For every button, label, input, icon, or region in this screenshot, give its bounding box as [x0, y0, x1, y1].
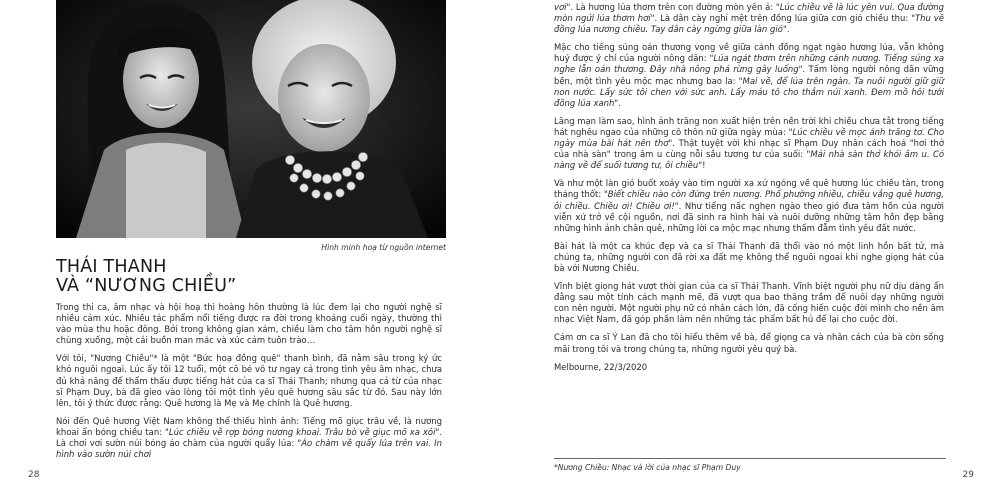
lyric-quote: "Lúa ngát thơm trên những cánh nương. Tiếng súng xa nghe lẫn oán thương. Đây nhà nông phá rừng gây luống": [554, 53, 944, 75]
lyric-quote: "Áo chàm về quẩy lúa trên vai. In hình vào sườn núi chơi: [56, 438, 442, 460]
lyric-quote: "Lúc chiều về rợp bóng nương khoai. Trâu bò về giục mõ xa xôi": [165, 426, 440, 437]
text-run: Và như một làn gió buốt xoáy vào tim người xa xứ ngóng về quê hương lúc chiều tàn, trong tháng thốt:: [554, 178, 944, 200]
text-run: Nói đến Quê hương Việt Nam không thể thiếu hình ảnh: Tiếng mõ giục trâu về, là nương khoai ẩn bóng chiều tan:: [56, 415, 442, 437]
paragraph: [56, 416, 442, 460]
signature-place-date: Melbourne, 22/3/2020: [554, 361, 648, 372]
lyric-quote: "Thu về đồng lúa nương chiều. Tay dân cày ngừng giữa làn gió": [554, 13, 944, 35]
text-run: . Là chơi vơi sườn núi bóng áo chàm của người quẩy lúa:: [56, 426, 442, 449]
lyric-quote: "Lúc chiều về là lúc yên vui. Qua đường mòn ngửi lúa thơm hơi": [554, 2, 944, 24]
text-run: !: [702, 160, 706, 171]
paragraph: [554, 178, 944, 233]
text-run: . Là dân cày nghỉ mệt trên đồng lúa giữa cơn gió chiều thu:: [654, 13, 912, 24]
article-title-line-2: VÀ “NƯƠNG CHIỀU”: [56, 276, 237, 296]
text-run: . Thật tuyệt vời khi nhạc sĩ Phạm Duy nhân cách hoá "hơi thở của nhà sàn" trong âm u cùng nỗi sầu tương tư của suối:: [554, 138, 945, 160]
article-title-line-1: THÁI THANH: [56, 257, 167, 277]
text-run: Mặc cho tiếng súng oán thương vọng về giữa cánh đồng ngạt ngào hương lúa, vẫn không huỷ được ý chí của người nông dân:: [554, 42, 944, 64]
paragraph: Với tôi, "Nương Chiều"* là một "Bức hoạ đồng quê" thanh bình, đã nằm sâu trong ký ức khó nguôi ngoai. Lúc ấy tôi 12 tuổi, một cô bé vô tư ngay cả trong tình yêu âm nhạc, chưa đủ khả năng để thẩm thấu được tiếng hát của ca sĩ Thái Thanh; nhưng qua cả từ của nhạc sĩ Phạm Duy, bà đã gieo vào lòng tôi một tình yêu quê hương sâu sắc từ đó. Sau này lớn lên, tôi ý thức được rằng: Quê hương là Mẹ và Mẹ chính là Quê hương.: [56, 353, 442, 408]
paragraph: Trong thi ca, âm nhạc và hội hoạ thì hoàng hôn thường là lúc đem lại cho người nghệ sĩ nhiều cảm xúc. Nhiều tác phẩm nổi tiếng được ra đời trong khoảng cuối ngày, thường thì vào mùa thu hoặc đông. Bởi trong không gian xám, chiều làm cho tâm hồn người nghệ sĩ chùng xuống, một cái buồn man mác và xúc cảm tuôn trào…: [56, 302, 442, 346]
text-run: . Như tiếng nấc nghẹn ngào theo gió đưa tâm hồn của người viễn xứ trở về cội nguồn, nơi đã sinh ra hình hài và nuôi dưỡng những tâm hồn đẹp bằng những hình ảnh chân quê, những lời ca mộc mạc nhưng thấm đẫm tình yêu đất nước.: [554, 200, 944, 233]
paragraph: [554, 2, 944, 35]
article-title: [56, 258, 236, 296]
page-number-left: 28: [28, 470, 40, 480]
right-page: [500, 0, 1000, 500]
footnote-divider: [554, 458, 946, 459]
paragraph: [554, 42, 944, 109]
paragraph: [554, 116, 944, 171]
text-run: Lãng mạn làm sao, hình ảnh trăng non xuất hiện trên nền trời khi chiều chưa tắt trong tiếng hát nghêu ngao của những cô thôn nữ giữa ngày mùa:: [554, 115, 944, 137]
lyric-quote: "Lúc chiều về mọc ánh trăng tơ. Cho ngày mùa bài hát nên thơ": [554, 126, 944, 149]
right-body-text: [554, 2, 944, 380]
lyric-quote: "Mai về, để lúa trên ngàn. Ta nuôi người giữ giữ non nước. Lấy sức tôi chen với sức anh. Lấy máu tô cho thắm núi xanh. Đem mồ hôi tưới đồng lúa xanh": [554, 75, 944, 108]
text-run: . Là hương lúa thơm trên con đường mòn yên ả:: [570, 2, 776, 12]
page-number-right: 29: [962, 470, 974, 480]
lyric-quote: vơi": [554, 2, 571, 12]
footnote: *Nương Chiều: Nhạc và lời của nhạc sĩ Phạm Duy: [554, 463, 741, 472]
paragraph: Cám ơn ca sĩ Ý Lan đã cho tôi hiểu thêm về bà, để giọng ca và nhân cách của bà còn sống mãi trong tôi và trong chúng ta, những người yêu quý bà.: [554, 332, 944, 354]
text-run: .: [786, 24, 790, 35]
photo-caption: Hình minh hoạ từ nguồn internet: [321, 243, 446, 252]
lyric-quote: "Mái nhà sàn thở khói âm u. Có nàng về để suối tương tư, ôi chiều": [554, 149, 944, 171]
photo-two-singers: [56, 0, 446, 238]
text-run: .: [618, 97, 621, 108]
left-body-text: [56, 302, 442, 467]
text-run: . Tấm lòng người nông dân vững bền, một tình yêu mộc mạc nhưng bao la:: [554, 64, 944, 86]
lyric-quote: "Biết chiều nào còn đứng trên nương. Phố phường nhiều, chiều vắng quê hương, ôi chiều. Chiều ơi! Chiều ơi!": [554, 189, 944, 211]
paragraph: Bài hát là một ca khúc đẹp và ca sĩ Thái Thanh đã thổi vào nó một linh hồn bất tử, mà chúng ta, những người con đã rời xa đất mẹ không thể nguôi ngoai khi nghe giọng hát của bà với Nương Chiều.: [554, 240, 944, 273]
paragraph: Vĩnh biệt giọng hát vượt thời gian của ca sĩ Thái Thanh. Vĩnh biệt người phụ nữ dịu dàng ẩn đằng sau một tính cách mạnh mẽ, đã vượt qua bao thăng trầm để nuôi dạy những người con nên người. Một người phụ nữ có nhân cách lớn, đã cống hiến cuộc đời mình cho nền âm nhạc Việt Nam, đã góp phần làm nên những tác phẩm bất hủ để lại cho cuộc đời.: [554, 281, 944, 325]
